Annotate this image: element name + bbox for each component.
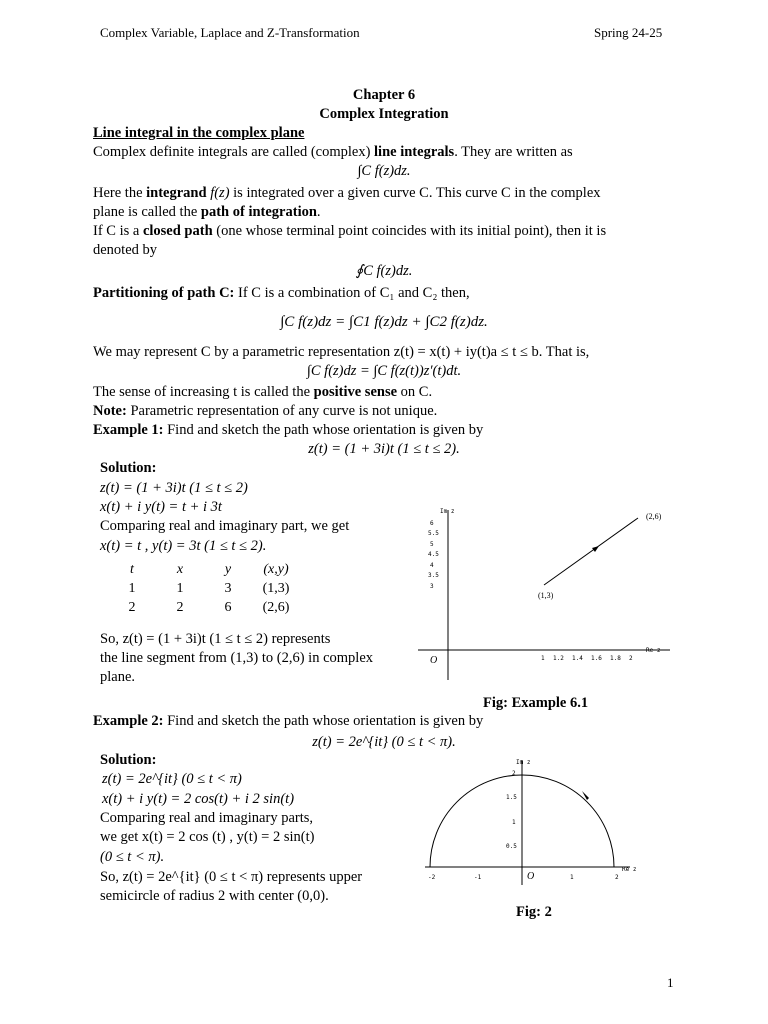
end-point-label: (2,6) [646, 512, 662, 521]
table-cell: 3 [224, 580, 232, 596]
table-cell: (1,3) [262, 580, 290, 596]
solution-2-line: semicircle of radius 2 with center (0,0). [100, 888, 329, 904]
example-2-equation: z(t) = 2e^{it} (0 ≤ t < π). [312, 734, 456, 750]
solution-1-line: z(t) = (1 + 3i)t (1 ≤ t ≤ 2) [100, 480, 248, 496]
paragraph-path: plane is called the path of integration. [93, 204, 321, 220]
section-heading: Line integral in the complex plane [93, 125, 305, 141]
paragraph-closed-path: If C is a closed path (one whose terminal point coincides with its initial point), then it is [93, 223, 607, 239]
solution-2-line: x(t) + i y(t) = 2 cos(t) + i 2 sin(t) [102, 791, 295, 807]
table-row [108, 579, 300, 598]
table-cell: 2 [176, 599, 184, 615]
paragraph-positive-sense: The sense of increasing t is called the positive sense on C. [93, 384, 433, 400]
page-number: 1 [667, 975, 674, 990]
y-tick-label: 3 [430, 583, 434, 590]
y-tick-label: 5 [430, 541, 434, 548]
table-header-cell: y [224, 561, 232, 577]
x-tick-label: 2 [615, 874, 619, 881]
figure-1-caption: Fig: Example 6.1 [483, 695, 589, 711]
solution-2-line: So, z(t) = 2e^{it} (0 ≤ t < π) represents upper [100, 869, 363, 885]
x-tick-label: 1.4 [572, 655, 583, 662]
paragraph-intro: Complex definite integrals are called (complex) line integrals. They are written as [93, 144, 573, 160]
figure-2-caption: Fig: 2 [516, 904, 552, 920]
y-tick-label: 5.5 [428, 530, 439, 537]
x-tick-label: -2 [428, 874, 436, 881]
table-header-cell: (x,y) [263, 561, 289, 577]
solution-1-line: x(t) = t , y(t) = 3t (1 ≤ t ≤ 2). [100, 538, 267, 554]
table-header-cell: t [130, 561, 134, 577]
equation-parametric: ∫C f(z)dz = ∫C f(z(t))z′(t)dt. [306, 363, 462, 379]
solution-1-label: Solution: [100, 460, 157, 476]
y-tick-label: 2 [512, 770, 516, 777]
table-cell: 6 [224, 599, 232, 615]
equation-closed-integral: ∮C f(z)dz. [355, 263, 413, 279]
x-tick-label: 2 [629, 655, 633, 662]
table-header-row [108, 560, 300, 579]
table-cell: 2 [128, 599, 136, 615]
y-tick-label: 4.5 [428, 551, 439, 558]
example-2-statement: Example 2: Find and sketch the path whose orientation is given by [93, 713, 484, 729]
solution-2-line: (0 ≤ t < π). [100, 849, 165, 865]
origin-label: O [430, 655, 438, 666]
paragraph-denoted: denoted by [93, 242, 158, 258]
solution-2-line: we get x(t) = 2 cos (t) , y(t) = 2 sin(t) [100, 829, 315, 845]
y-tick-label: 0.5 [506, 843, 517, 850]
solution-1-line: Comparing real and imaginary part, we get [100, 518, 350, 534]
paragraph-note: Note: Parametric representation of any curve is not unique. [93, 403, 438, 419]
paragraph-integrand: Here the integrand f(z) is integrated over a given curve C. This curve C in the complex [93, 185, 601, 201]
table-row [108, 598, 300, 617]
solution-2-line: z(t) = 2e^{it} (0 ≤ t < π) [102, 771, 242, 787]
table-cell: 1 [176, 580, 184, 596]
x-tick-label: 1.2 [553, 655, 564, 662]
equation-line-integral: ∫C f(z)dz. [357, 163, 411, 179]
y-axis-label: Im z [516, 759, 531, 766]
page-title: Complex Integration [319, 106, 449, 122]
conclusion-1-line: plane. [100, 669, 136, 685]
origin-label: O [527, 871, 535, 882]
y-tick-label: 1 [512, 819, 516, 826]
conclusion-1-line: the line segment from (1,3) to (2,6) in complex [100, 650, 374, 666]
x-axis-label: Re z [622, 866, 637, 873]
solution-2-label: Solution: [100, 752, 157, 768]
values-table [108, 560, 300, 617]
chapter-title: Chapter 6 [352, 87, 416, 103]
paragraph-parametric: We may represent C by a parametric representation z(t) = x(t) + iy(t)a ≤ t ≤ b. That is, [93, 344, 590, 360]
paragraph-partitioning: Partitioning of path C: If C is a combination of C₁ and C₂ then, [93, 285, 470, 301]
x-tick-label: 1.8 [610, 655, 621, 662]
table-header-cell: x [176, 561, 184, 577]
x-tick-label: -1 [474, 874, 482, 881]
equation-partition: ∫C f(z)dz = ∫C1 f(z)dz + ∫C2 f(z)dz. [280, 314, 488, 330]
direction-arrow-icon [592, 546, 599, 552]
solution-2-line: Comparing real and imaginary parts, [100, 810, 314, 826]
header-left: Complex Variable, Laplace and Z-Transformation [100, 25, 360, 40]
figure-1-plot [410, 500, 680, 690]
table-cell: 1 [128, 580, 136, 596]
x-axis-label: Re z [646, 647, 661, 654]
x-tick-label: 1 [541, 655, 545, 662]
y-tick-label: 3.5 [428, 572, 439, 579]
y-tick-label: 1.5 [506, 794, 517, 801]
start-point-label: (1,3) [538, 591, 554, 600]
y-tick-label: 4 [430, 562, 434, 569]
table-cell: (2,6) [262, 599, 290, 615]
y-tick-label: 6 [430, 520, 434, 527]
header-right: Spring 24-25 [594, 25, 663, 40]
example-1-statement: Example 1: Find and sketch the path whose orientation is given by [93, 422, 484, 438]
x-tick-label: 1 [570, 874, 574, 881]
example-1-equation: z(t) = (1 + 3i)t (1 ≤ t ≤ 2). [308, 441, 460, 457]
solution-1-line: x(t) + i y(t) = t + i 3t [100, 499, 222, 515]
y-axis-label: Im z [440, 508, 455, 515]
figure-2-plot [420, 755, 650, 895]
conclusion-1-line: So, z(t) = (1 + 3i)t (1 ≤ t ≤ 2) represents [100, 631, 331, 647]
line-segment-path [544, 518, 638, 585]
x-tick-label: 1.6 [591, 655, 602, 662]
